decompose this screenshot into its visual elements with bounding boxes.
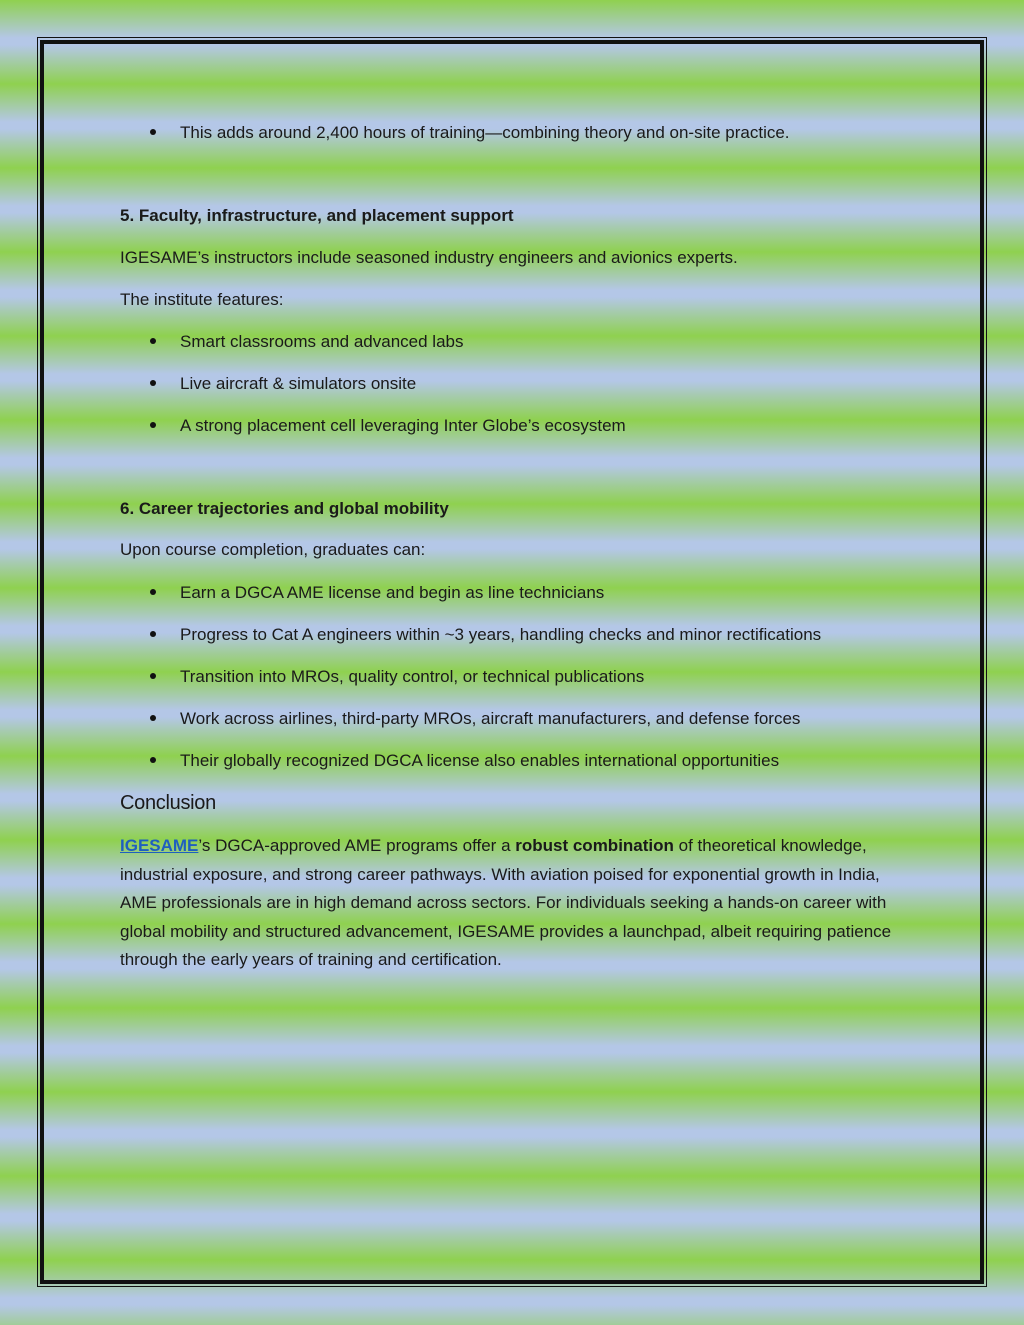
list-item — [150, 708, 800, 730]
list-item — [150, 122, 790, 144]
list-item-text: Transition into MROs, quality control, or technical publications — [180, 667, 645, 686]
bullet-icon — [150, 338, 156, 344]
list-item — [150, 750, 779, 772]
paragraph: IGESAME’s instructors include seasoned industry engineers and avionics experts. — [120, 248, 738, 267]
list-item-text: Earn a DGCA AME license and begin as line technicians — [180, 583, 605, 602]
bullet-icon — [150, 715, 156, 721]
page-border — [40, 40, 984, 1284]
bullet-icon — [150, 673, 156, 679]
section-heading: 5. Faculty, infrastructure, and placement support — [120, 206, 514, 225]
bullet-icon — [150, 129, 156, 135]
list-item — [150, 582, 604, 604]
paragraph: Upon course completion, graduates can: — [120, 540, 426, 559]
list-item — [150, 415, 626, 437]
section-heading: 6. Career trajectories and global mobility — [120, 499, 449, 518]
bullet-icon — [150, 422, 156, 428]
paragraph-text: of theoretical knowledge, industrial exposure, and strong career pathways. With aviation poised for exponential growth in India, AME professionals are in high demand across sectors. For individuals seeking a hands-on career with global mobility and structured advancement, IGESAME provides a launchpad, albeit requiring patience through the early years of training and certification. — [120, 836, 892, 969]
paragraph-text: ’s DGCA-approved AME programs offer a — [198, 836, 516, 855]
list-item — [150, 666, 644, 688]
list-item-text: A strong placement cell leveraging Inter Globe’s ecosystem — [180, 416, 626, 435]
list-item-text: Live aircraft & simulators onsite — [180, 374, 417, 393]
paragraph: The institute features: — [120, 290, 284, 309]
list-item-text: Their globally recognized DGCA license also enables international opportunities — [180, 751, 780, 770]
igesame-link[interactable]: IGESAME — [120, 836, 199, 855]
list-item — [150, 331, 463, 353]
conclusion-paragraph — [120, 832, 910, 975]
list-item-text: Smart classrooms and advanced labs — [180, 332, 464, 351]
list-item-text: Progress to Cat A engineers within ~3 years, handling checks and minor rectifications — [180, 625, 822, 644]
bullet-icon — [150, 757, 156, 763]
bullet-icon — [150, 589, 156, 595]
bullet-icon — [150, 380, 156, 386]
list-item-text: Work across airlines, third-party MROs, aircraft manufacturers, and defense forces — [180, 709, 801, 728]
list-item — [150, 373, 416, 395]
emphasis-text: robust combination — [515, 836, 674, 855]
list-item — [150, 624, 821, 646]
conclusion-heading: Conclusion — [120, 792, 216, 814]
bullet-icon — [150, 631, 156, 637]
list-item-text: This adds around 2,400 hours of training—combining theory and on-site practice. — [180, 123, 790, 142]
